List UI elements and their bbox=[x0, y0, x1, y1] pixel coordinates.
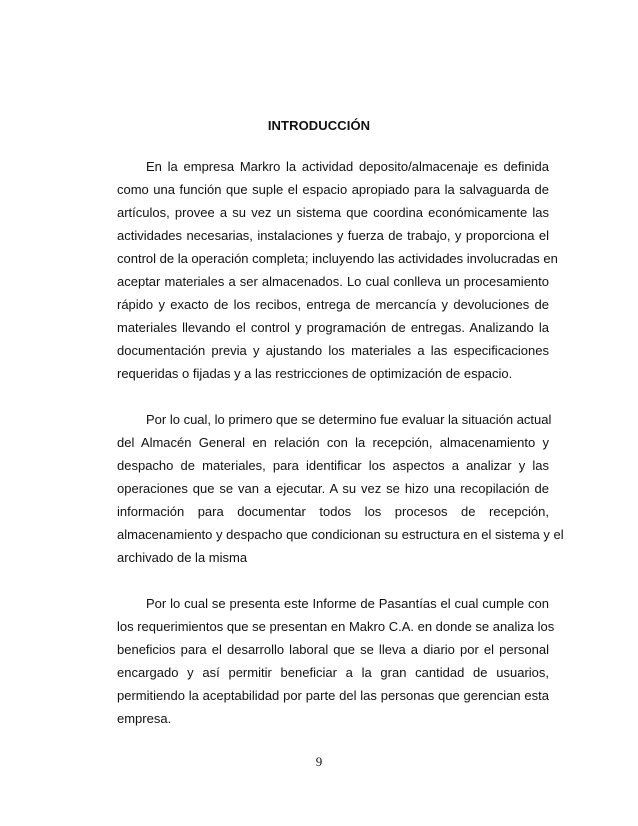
paragraph-3-line-2: los requerimientos que se presentan en Makro C.A. en donde se analiza los bbox=[117, 619, 555, 634]
paragraph-1-line-1: En la empresa Markro la actividad deposito/almacenaje es definida bbox=[146, 159, 549, 174]
paragraph-1-line-10: requeridas o fijadas y a las restricciones de optimización de espacio. bbox=[117, 366, 513, 381]
paragraph-2-line-7: archivado de la misma bbox=[117, 550, 248, 565]
paragraph-1-line-6: aceptar materiales a ser almacenados. Lo cual conlleva un procesamiento bbox=[117, 274, 549, 289]
paragraph-2-line-3: despacho de materiales, para identificar los aspectos a analizar y las bbox=[117, 458, 549, 473]
paragraph-3-line-3: beneficios para el desarrollo laboral que se lleva a diario por el personal bbox=[117, 642, 549, 657]
paragraph-2-line-4: operaciones que se van a ejecutar. A su vez se hizo una recopilación de bbox=[117, 481, 549, 496]
paragraph-3-line-6: empresa. bbox=[117, 711, 172, 726]
paragraph-1-line-2: como una función que suple el espacio apropiado para la salvaguarda de bbox=[117, 182, 549, 197]
paragraph-3-line-1: Por lo cual se presenta este Informe de Pasantías el cual cumple con bbox=[146, 596, 549, 611]
paragraph-1-line-5: control de la operación completa; incluyendo las actividades involucradas en bbox=[117, 251, 558, 266]
paragraph-1-line-4: actividades necesarias, instalaciones y fuerza de trabajo, y proporciona el bbox=[117, 228, 549, 243]
paragraph-1-line-3: artículos, provee a su vez un sistema que coordina económicamente las bbox=[117, 205, 549, 220]
paragraph-2-line-1: Por lo cual, lo primero que se determino fue evaluar la situación actual bbox=[146, 412, 552, 427]
paragraph-2-line-2: del Almacén General en relación con la recepción, almacenamiento y bbox=[117, 435, 549, 450]
paragraph-1-line-9: documentación previa y ajustando los materiales a las especificaciones bbox=[117, 343, 549, 358]
document-title: INTRODUCCIÓN bbox=[267, 118, 371, 133]
paragraph-2-line-5: información para documentar todos los procesos de recepción, bbox=[117, 504, 549, 519]
paragraph-2-line-6: almacenamiento y despacho que condicionan su estructura en el sistema y el bbox=[117, 527, 564, 542]
paragraph-1-line-8: materiales llevando el control y programación de entregas. Analizando la bbox=[117, 320, 549, 335]
paragraph-3-line-4: encargado y así permitir beneficiar a la gran cantidad de usuarios, bbox=[117, 665, 549, 680]
paragraph-3-line-5: permitiendo la aceptabilidad por parte del las personas que gerencian esta bbox=[117, 688, 549, 703]
page-number: 9 bbox=[315, 754, 323, 769]
paragraph-1-line-7: rápido y exacto de los recibos, entrega de mercancía y devoluciones de bbox=[117, 297, 549, 312]
